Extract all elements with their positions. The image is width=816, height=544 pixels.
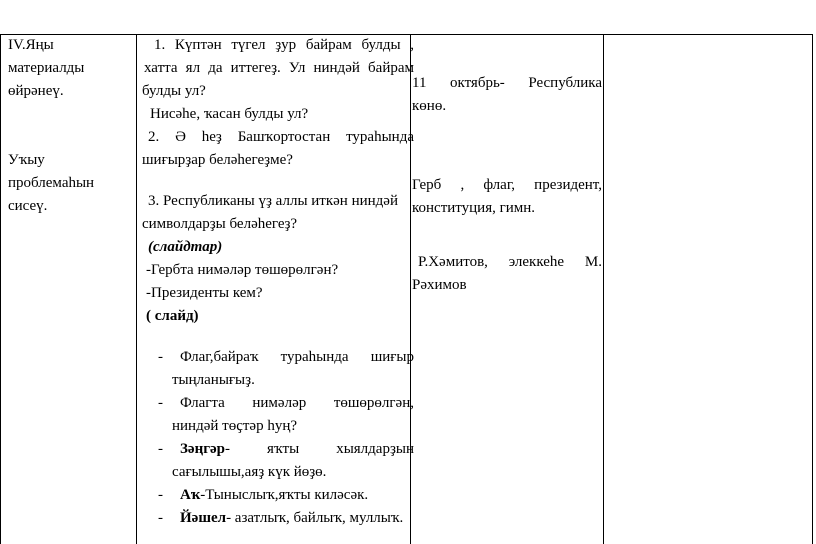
stage-line: сисеү. bbox=[8, 198, 48, 214]
bullet-text-row bbox=[180, 484, 414, 507]
bullet-text: ниндәй төҫтәр һуң? bbox=[172, 418, 298, 434]
answer-line: Герб , флаг, президент, bbox=[412, 177, 602, 193]
bullet-bold-word: Аҡ bbox=[180, 487, 201, 503]
question-1-line: 1. Күптән түгел ҙур байрам булды , bbox=[154, 37, 414, 53]
president-question: -Президенты кем? bbox=[146, 285, 263, 301]
bullet-text: - яҡты хыялдарҙын bbox=[225, 441, 414, 457]
answer-line: көнө. bbox=[412, 98, 447, 114]
list-item bbox=[142, 392, 414, 415]
teacher-activity-cell bbox=[142, 34, 414, 530]
answer-line: Рәхимов bbox=[412, 277, 467, 293]
stage-line: материалды bbox=[8, 60, 85, 76]
question-1-line: Нисәһе, ҡасан булды ул? bbox=[150, 106, 309, 122]
bullet-text-row bbox=[180, 507, 414, 530]
bullet-text: -Тыныслыҡ,яҡты киләсәк. bbox=[200, 487, 369, 503]
empty-notes-cell bbox=[606, 34, 806, 534]
bullet-dash: - bbox=[158, 487, 163, 503]
stage-line: проблемаһын bbox=[8, 175, 95, 191]
table-right-border bbox=[812, 34, 813, 544]
table-left-border bbox=[0, 34, 1, 544]
bullet-dash: - bbox=[158, 395, 163, 411]
gerb-question: -Гербта нимәләр төшөрөлгән? bbox=[146, 262, 339, 278]
bullet-dash: - bbox=[158, 441, 163, 457]
bullet-dash: - bbox=[158, 349, 163, 365]
bullet-dash: - bbox=[158, 510, 163, 526]
list-item bbox=[142, 346, 414, 369]
answer-line: Р.Хәмитов, элеккеһе М. bbox=[418, 254, 602, 270]
question-2-line: шиғырҙар беләһегеҙме? bbox=[142, 152, 293, 168]
bullet-text: Флаг,байраҡ тураһында шиғыр bbox=[180, 349, 414, 365]
stage-line: өйрәнеү. bbox=[8, 83, 64, 99]
question-3-line: символдарҙы беләһегеҙ? bbox=[142, 216, 298, 232]
list-item bbox=[142, 484, 414, 507]
slides-note: (слайдтар) bbox=[148, 239, 223, 255]
list-item bbox=[142, 438, 414, 461]
bullet-bold-word: Йәшел bbox=[180, 510, 227, 526]
bullet-bold-word: Зәңгәр bbox=[180, 441, 226, 457]
stage-line: Уҡыу bbox=[8, 152, 45, 168]
question-1-line: булды ул? bbox=[142, 83, 206, 99]
bullet-text: - азатлыҡ, байлыҡ, муллыҡ. bbox=[226, 510, 404, 526]
question-3-line: 3. Республиканы үҙ аллы иткән ниндәй bbox=[148, 193, 398, 209]
column-divider-1 bbox=[136, 34, 137, 544]
column-divider-3 bbox=[603, 34, 604, 544]
list-item bbox=[142, 507, 414, 530]
answer-line: 11 октябрь- Республика bbox=[412, 75, 602, 91]
question-2-line: 2. Ә һеҙ Башҡортостан тураһында bbox=[148, 129, 414, 145]
question-1-line: хатта ял да иттегеҙ. Ул ниндәй байрам bbox=[144, 60, 414, 76]
bullet-text: сағылышы,аяҙ күк йөҙө. bbox=[172, 464, 327, 480]
stage-cell bbox=[8, 34, 130, 218]
stage-line: IV.Яңы bbox=[8, 37, 54, 53]
slide-note: ( слайд) bbox=[146, 308, 199, 324]
bullet-text-row bbox=[180, 438, 414, 461]
flag-bullet-list bbox=[142, 346, 414, 530]
bullet-text: тыңланығыҙ. bbox=[172, 372, 255, 388]
student-answers-cell bbox=[412, 34, 602, 297]
bullet-text: Флагта нимәләр төшөрөлгән, bbox=[180, 395, 414, 411]
answer-line: конституция, гимн. bbox=[412, 200, 536, 216]
